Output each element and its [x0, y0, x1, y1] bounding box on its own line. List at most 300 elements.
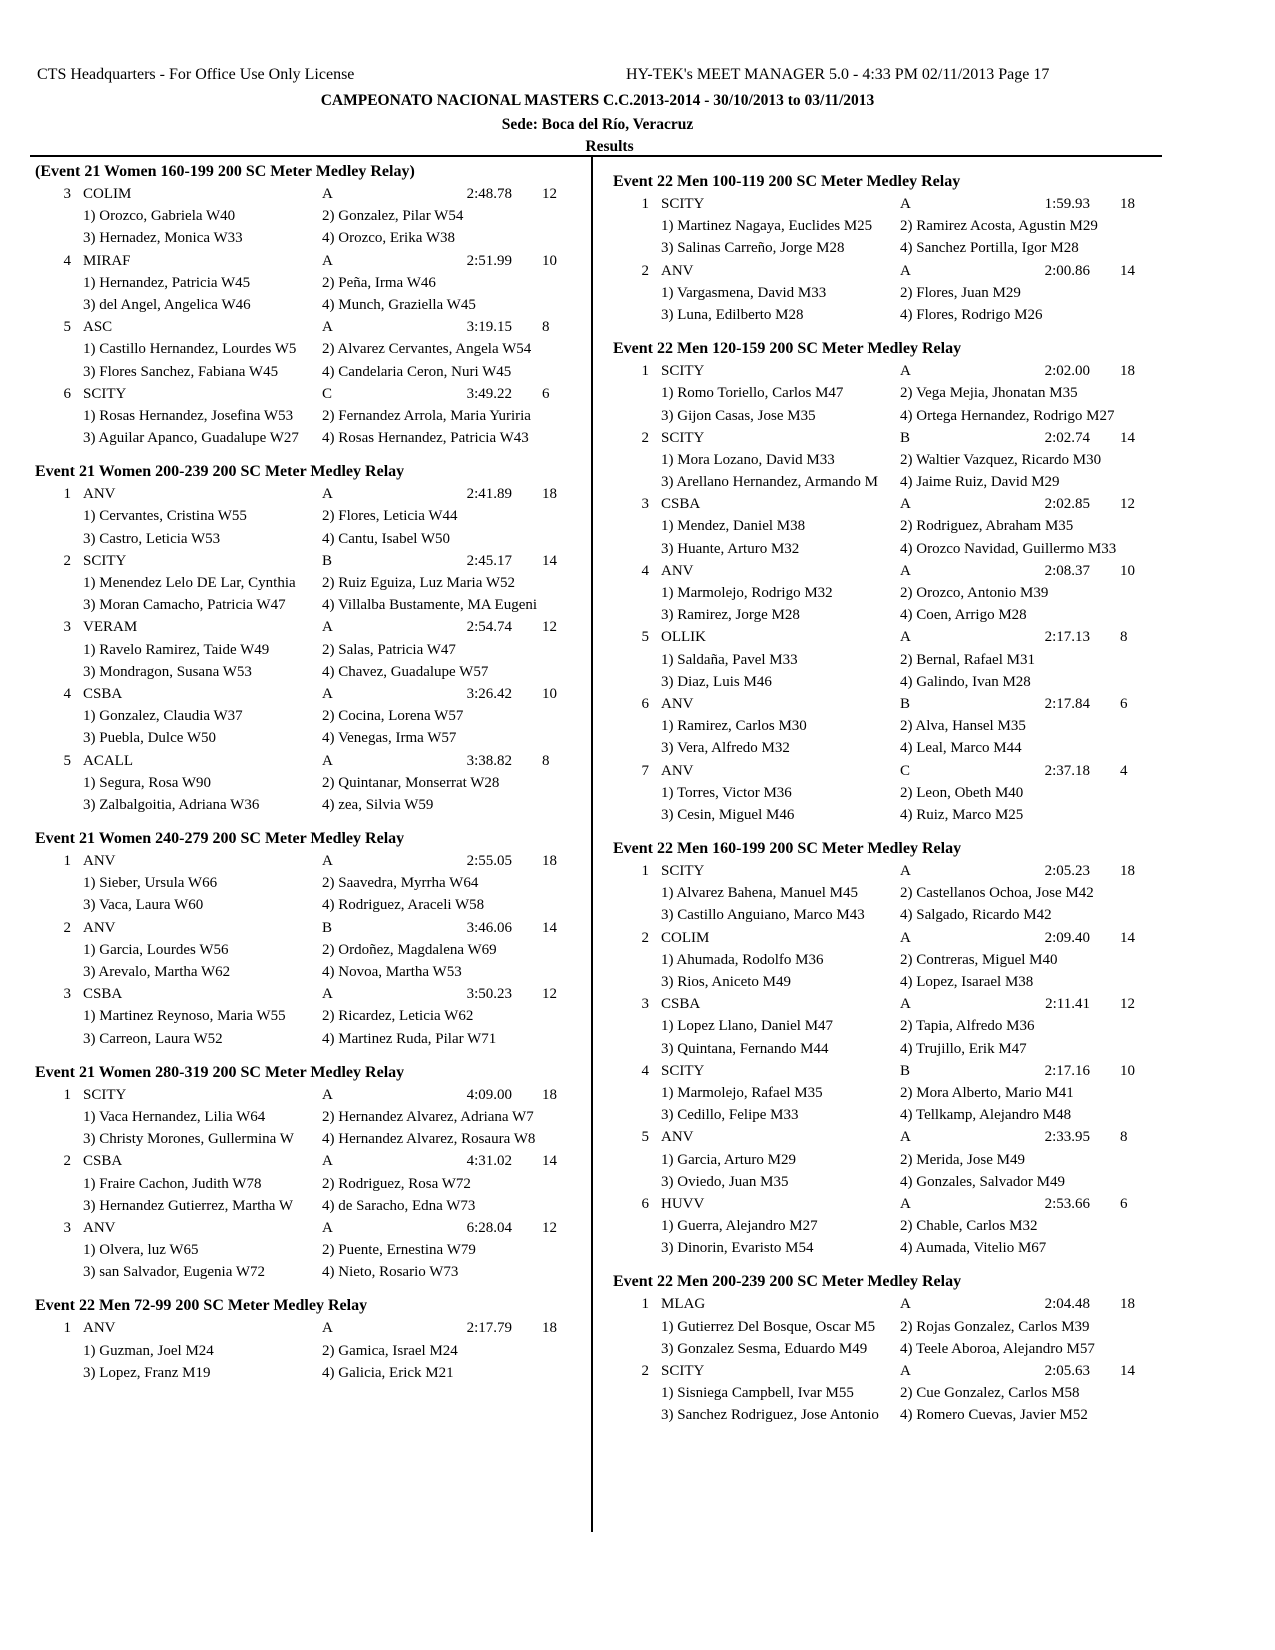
event-block	[613, 338, 1173, 826]
swimmer-row	[613, 904, 1173, 926]
team-name: MLAG	[661, 1296, 706, 1313]
points: 6	[1120, 1195, 1128, 1212]
swimmer-row	[35, 1362, 595, 1384]
points: 18	[1120, 863, 1135, 880]
points: 8	[542, 752, 550, 769]
swimmer-row	[35, 1261, 595, 1283]
result-row	[35, 1084, 595, 1106]
swimmer: 1) Romo Toriello, Carlos M47	[661, 385, 844, 402]
swimmer: 4) Villalba Bustamente, MA Eugeni	[322, 597, 538, 614]
relay-letter: A	[900, 629, 911, 646]
finals-time: 2:41.89	[466, 486, 512, 503]
team-name: SCITY	[661, 1062, 705, 1079]
relay-letter: A	[900, 496, 911, 513]
place: 2	[641, 1363, 649, 1379]
points: 18	[542, 486, 557, 503]
swimmer: 3) Puebla, Dulce W50	[83, 730, 217, 747]
finals-time: 2:04.48	[1044, 1296, 1090, 1313]
swimmer-row	[613, 671, 1173, 693]
relay-letter: A	[900, 562, 911, 579]
event-title: Event 22 Men 120-159 200 SC Meter Medley Relay	[613, 340, 962, 358]
result-row	[35, 550, 595, 572]
event-title: (Event 21 Women 160-199 200 SC Meter Medley Relay)	[35, 163, 415, 180]
place: 6	[641, 1195, 649, 1212]
relay-letter: A	[322, 853, 333, 870]
result-row	[613, 760, 1173, 782]
left-column	[35, 161, 595, 1384]
result-row	[613, 493, 1173, 515]
relay-letter: A	[900, 196, 911, 212]
team-name: SCITY	[661, 1363, 705, 1379]
relay-letter: A	[900, 1296, 911, 1313]
result-row	[35, 483, 595, 505]
result-row	[35, 750, 595, 772]
swimmer: 3) Christy Morones, Gullermina W	[83, 1131, 294, 1148]
swimmer: 3) Hernadez, Monica W33	[83, 230, 243, 247]
team-name: COLIM	[83, 186, 132, 202]
team-name: ANV	[661, 562, 694, 579]
swimmer-row	[35, 939, 595, 961]
swimmer: 2) Cue Gonzalez, Carlos M58	[900, 1385, 1080, 1402]
swimmer: 3) Lopez, Franz M19	[83, 1364, 211, 1381]
swimmer: 4) Cantu, Isabel W50	[322, 530, 451, 547]
place: 6	[63, 385, 71, 402]
swimmer-row	[613, 304, 1173, 326]
swimmer-row	[613, 604, 1173, 626]
swimmer: 4) Nieto, Rosario W73	[322, 1264, 459, 1281]
points: 10	[542, 685, 557, 702]
finals-time: 2:05.63	[1044, 1363, 1090, 1379]
swimmer: 4) Jaime Ruiz, David M29	[900, 474, 1060, 491]
finals-time: 2:37.18	[1044, 762, 1090, 779]
swimmer: 4) Venegas, Irma W57	[322, 730, 457, 747]
swimmer: 3) san Salvador, Eugenia W72	[83, 1264, 265, 1281]
swimmer: 3) Quintana, Fernando M44	[661, 1040, 829, 1057]
swimmer-row	[613, 949, 1173, 971]
swimmer: 2) Ruiz Eguiza, Luz Maria W52	[322, 575, 515, 591]
team-name: ASC	[83, 319, 113, 336]
swimmer-row	[613, 1338, 1173, 1360]
event-block	[35, 461, 595, 816]
finals-time: 2:17.84	[1044, 695, 1090, 712]
swimmer-row	[613, 1015, 1173, 1037]
swimmer: 4) Rodriguez, Araceli W58	[322, 897, 485, 914]
relay-letter: A	[900, 1129, 911, 1146]
result-row	[613, 1360, 1173, 1382]
swimmer: 2) Quintanar, Monserrat W28	[322, 774, 500, 791]
relay-letter: A	[900, 363, 911, 380]
points: 10	[542, 252, 557, 269]
finals-time: 6:28.04	[466, 1219, 512, 1236]
swimmer-row	[35, 794, 595, 816]
swimmer: 3) Carreon, Laura W52	[83, 1030, 223, 1047]
relay-letter: A	[322, 986, 333, 1003]
place: 1	[641, 1296, 649, 1313]
team-name: CSBA	[83, 685, 123, 702]
event-title: Event 22 Men 72-99 200 SC Meter Medley Relay	[35, 1297, 368, 1315]
swimmer-row	[613, 1404, 1173, 1426]
swimmer: 3) Flores Sanchez, Fabiana W45	[83, 363, 279, 380]
points: 14	[1120, 1363, 1135, 1379]
result-row	[613, 1126, 1173, 1148]
swimmer: 2) Peña, Irma W46	[322, 274, 436, 291]
result-row	[35, 250, 595, 272]
result-row	[35, 1317, 595, 1339]
finals-time: 3:38.82	[466, 752, 512, 769]
swimmer: 4) de Saracho, Edna W73	[322, 1197, 476, 1214]
swimmer: 3) Sanchez Rodriguez, Jose Antonio	[661, 1407, 879, 1424]
team-name: VERAM	[83, 619, 138, 636]
swimmer: 1) Torres, Victor M36	[661, 784, 792, 801]
team-name: ANV	[83, 1320, 116, 1337]
result-row	[613, 360, 1173, 382]
swimmer: 2) Cocina, Lorena W57	[322, 708, 464, 725]
swimmer: 3) Castro, Leticia W53	[83, 530, 221, 547]
relay-letter: A	[322, 252, 333, 269]
relay-letter: A	[322, 1153, 333, 1170]
swimmer: 3) Zalbalgoitia, Adriana W36	[83, 796, 260, 813]
event-title: Event 22 Men 100-119 200 SC Meter Medley Relay	[613, 173, 961, 190]
place: 5	[641, 629, 649, 646]
finals-time: 2:09.40	[1044, 929, 1090, 946]
points: 12	[1120, 496, 1135, 513]
swimmer-row	[35, 427, 595, 449]
swimmer: 1) Guerra, Alejandro M27	[661, 1218, 818, 1235]
swimmer: 3) Luna, Edilberto M28	[661, 306, 804, 323]
swimmer: 3) Vaca, Laura W60	[83, 897, 204, 914]
swimmer: 1) Vargasmena, David M33	[661, 284, 827, 301]
swimmer-row	[613, 215, 1173, 237]
swimmer: 2) Hernandez Alvarez, Adriana W7	[322, 1108, 534, 1125]
swimmer-row	[35, 594, 595, 616]
swimmer: 4) Aumada, Vitelio M67	[900, 1240, 1047, 1257]
swimmer: 2) Saavedra, Myrrha W64	[322, 875, 479, 892]
points: 8	[1120, 1129, 1128, 1146]
place: 3	[63, 619, 71, 636]
swimmer: 3) Cesin, Miguel M46	[661, 806, 795, 823]
swimmer: 4) Munch, Graziella W45	[322, 296, 476, 313]
swimmer: 3) Gijon Casas, Jose M35	[661, 407, 816, 424]
swimmer-row	[35, 961, 595, 983]
swimmer: 1) Marmolejo, Rafael M35	[661, 1084, 823, 1101]
event-block	[613, 1271, 1173, 1426]
place: 2	[641, 429, 649, 446]
swimmer: 2) Castellanos Ochoa, Jose M42	[900, 885, 1094, 902]
team-name: ANV	[661, 695, 694, 712]
result-row	[35, 183, 595, 205]
swimmer-row	[613, 538, 1173, 560]
points: 10	[1120, 1062, 1135, 1079]
team-name: CSBA	[83, 1153, 123, 1170]
finals-time: 3:19.15	[466, 319, 512, 336]
swimmer-row	[35, 639, 595, 661]
swimmer: 1) Segura, Rosa W90	[83, 774, 212, 791]
swimmer: 4) Flores, Rodrigo M26	[900, 306, 1043, 323]
swimmer-row	[35, 1340, 595, 1362]
swimmer-row	[613, 1316, 1173, 1338]
swimmer: 1) Garcia, Lourdes W56	[83, 941, 229, 958]
swimmer: 1) Castillo Hernandez, Lourdes W5	[83, 341, 297, 358]
meet-title: CAMPEONATO NACIONAL MASTERS C.C.2013-2014 - 30/10/2013 to 03/11/2013	[320, 92, 875, 109]
event-block	[35, 1062, 595, 1284]
place: 1	[63, 1086, 71, 1103]
team-name: ACALL	[83, 752, 133, 769]
swimmer: 3) Salinas Carreño, Jorge M28	[661, 240, 845, 257]
swimmer: 3) del Angel, Angelica W46	[83, 296, 251, 313]
result-row	[613, 193, 1173, 215]
relay-letter: A	[900, 1363, 911, 1379]
result-row	[613, 1193, 1173, 1215]
swimmer: 2) Contreras, Miguel M40	[900, 951, 1058, 968]
finals-time: 2:02.00	[1044, 363, 1090, 380]
swimmer: 2) Leon, Obeth M40	[900, 784, 1024, 801]
team-name: MIRAF	[83, 252, 131, 269]
relay-letter: A	[900, 996, 911, 1013]
swimmer: 2) Rojas Gonzalez, Carlos M39	[900, 1318, 1090, 1335]
place: 4	[641, 562, 649, 579]
swimmer-row	[613, 1104, 1173, 1126]
swimmer-row	[613, 282, 1173, 304]
place: 4	[63, 685, 71, 702]
result-row	[613, 693, 1173, 715]
swimmer: 2) Mora Alberto, Mario M41	[900, 1084, 1074, 1101]
swimmer: 3) Hernandez Gutierrez, Martha W	[83, 1197, 294, 1214]
swimmer: 3) Dinorin, Evaristo M54	[661, 1240, 814, 1257]
swimmer: 4) Martinez Ruda, Pilar W71	[322, 1030, 497, 1047]
points: 18	[1120, 1296, 1135, 1313]
points: 18	[542, 1320, 557, 1337]
swimmer: 2) Orozco, Antonio M39	[900, 585, 1049, 601]
swimmer: 2) Ordoñez, Magdalena W69	[322, 941, 497, 958]
swimmer: 1) Ravelo Ramirez, Taide W49	[83, 641, 270, 658]
place: 1	[63, 853, 71, 870]
place: 3	[63, 186, 71, 202]
relay-letter: B	[900, 1062, 911, 1079]
points: 12	[542, 1219, 557, 1236]
team-name: ANV	[661, 262, 694, 279]
swimmer-row	[613, 1237, 1173, 1259]
team-name: ANV	[83, 486, 116, 503]
swimmer: 4) Candelaria Ceron, Nuri W45	[322, 363, 512, 380]
finals-time: 2:00.86	[1044, 262, 1090, 279]
finals-time: 2:45.17	[466, 552, 512, 569]
swimmer-row	[613, 715, 1173, 737]
swimmer: 2) Ricardez, Leticia W62	[322, 1008, 474, 1025]
swimmer-row	[35, 1195, 595, 1217]
place: 2	[641, 262, 649, 279]
swimmer-row	[35, 872, 595, 894]
swimmer: 1) Cervantes, Cristina W55	[83, 508, 247, 525]
finals-time: 2:17.16	[1044, 1062, 1090, 1079]
place: 2	[63, 552, 71, 569]
place: 3	[641, 496, 649, 513]
relay-letter: A	[322, 1219, 333, 1236]
team-name: CSBA	[661, 496, 701, 513]
swimmer-row	[613, 237, 1173, 259]
swimmer: 3) Huante, Arturo M32	[661, 540, 800, 557]
finals-time: 1:59.93	[1044, 196, 1090, 212]
result-row	[613, 560, 1173, 582]
place: 2	[641, 929, 649, 946]
team-name: CSBA	[661, 996, 701, 1013]
swimmer: 1) Fraire Cachon, Judith W78	[83, 1175, 262, 1192]
relay-letter: A	[322, 1320, 333, 1337]
points: 14	[1120, 929, 1135, 946]
swimmer: 4) Romero Cuevas, Javier M52	[900, 1407, 1088, 1424]
result-row	[613, 1293, 1173, 1315]
swimmer: 2) Vega Mejia, Jhonatan M35	[900, 385, 1078, 402]
result-row	[613, 993, 1173, 1015]
team-name: HUVV	[661, 1195, 705, 1212]
team-name: OLLIK	[661, 629, 706, 646]
swimmer: 2) Tapia, Alfredo M36	[900, 1018, 1035, 1035]
swimmer-row	[35, 227, 595, 249]
finals-time: 2:33.95	[1044, 1129, 1090, 1146]
relay-letter: C	[322, 385, 333, 402]
swimmer: 4) Leal, Marco M44	[900, 740, 1022, 757]
swimmer: 1) Menendez Lelo DE Lar, Cynthia	[83, 575, 296, 591]
swimmer: 1) Alvarez Bahena, Manuel M45	[661, 885, 859, 902]
finals-time: 4:31.02	[466, 1153, 512, 1170]
points: 18	[1120, 196, 1135, 212]
swimmer: 4) Novoa, Martha W53	[322, 964, 462, 980]
swimmer-row	[35, 727, 595, 749]
team-name: SCITY	[661, 196, 705, 212]
team-name: SCITY	[83, 385, 127, 402]
relay-letter: B	[900, 429, 911, 446]
swimmer-row	[613, 1171, 1173, 1193]
finals-time: 2:17.13	[1044, 629, 1090, 646]
swimmer: 4) zea, Silvia W59	[322, 796, 434, 813]
swimmer: 2) Salas, Patricia W47	[322, 641, 456, 658]
swimmer-row	[35, 361, 595, 383]
swimmer-row	[613, 1038, 1173, 1060]
relay-letter: A	[322, 619, 333, 636]
event-block	[35, 1295, 595, 1384]
swimmer: 2) Flores, Juan M29	[900, 284, 1021, 301]
swimmer: 2) Gamica, Israel M24	[322, 1342, 458, 1359]
swimmer: 1) Marmolejo, Rodrigo M32	[661, 585, 833, 601]
event-title: Event 21 Women 240-279 200 SC Meter Medley Relay	[35, 830, 405, 848]
finals-time: 2:11.41	[1045, 996, 1090, 1013]
place: 2	[63, 919, 71, 936]
result-row	[35, 850, 595, 872]
swimmer-row	[613, 582, 1173, 604]
swimmer: 4) Gonzales, Salvador M49	[900, 1173, 1065, 1190]
points: 14	[542, 919, 557, 936]
section-title: Results	[585, 138, 634, 155]
place: 3	[641, 996, 649, 1013]
points: 18	[542, 1086, 557, 1103]
result-row	[35, 983, 595, 1005]
finals-time: 3:46.06	[466, 919, 512, 936]
result-row	[35, 316, 595, 338]
relay-letter: A	[322, 752, 333, 769]
place: 1	[63, 486, 71, 503]
place: 7	[641, 762, 649, 779]
place: 1	[641, 196, 649, 212]
swimmer-row	[35, 272, 595, 294]
swimmer: 3) Vera, Alfredo M32	[661, 740, 790, 757]
finals-time: 2:48.78	[466, 186, 512, 202]
team-name: COLIM	[661, 929, 710, 946]
swimmer: 1) Martinez Nagaya, Euclides M25	[661, 218, 873, 235]
relay-letter: A	[900, 1195, 911, 1212]
swimmer-row	[35, 1239, 595, 1261]
swimmer: 1) Mendez, Daniel M38	[661, 518, 806, 535]
swimmer: 2) Ramirez Acosta, Agustin M29	[900, 218, 1098, 235]
swimmer-row	[35, 572, 595, 594]
swimmer-row	[613, 804, 1173, 826]
team-name: ANV	[83, 853, 116, 870]
swimmer: 4) Trujillo, Erik M47	[900, 1040, 1027, 1057]
swimmer-row	[613, 1082, 1173, 1104]
swimmer: 4) Chavez, Guadalupe W57	[322, 663, 489, 680]
result-row	[35, 917, 595, 939]
swimmer: 3) Oviedo, Juan M35	[661, 1173, 789, 1190]
swimmer-row	[613, 1215, 1173, 1237]
swimmer-row	[35, 894, 595, 916]
swimmer: 3) Diaz, Luis M46	[661, 673, 772, 690]
relay-letter: A	[322, 685, 333, 702]
event-title: Event 22 Men 200-239 200 SC Meter Medley Relay	[613, 1273, 962, 1291]
result-row	[613, 1060, 1173, 1082]
swimmer: 3) Moran Camacho, Patricia W47	[83, 597, 286, 614]
finals-time: 2:02.85	[1044, 496, 1090, 513]
swimmer: 3) Ramirez, Jorge M28	[661, 607, 800, 624]
swimmer: 4) Teele Aboroa, Alejandro M57	[900, 1340, 1095, 1357]
event-title: Event 22 Men 160-199 200 SC Meter Medley Relay	[613, 840, 962, 858]
result-row	[35, 616, 595, 638]
swimmer: 4) Tellkamp, Alejandro M48	[900, 1107, 1072, 1124]
points: 14	[1120, 262, 1135, 279]
swimmer: 3) Cedillo, Felipe M33	[661, 1107, 799, 1124]
swimmer: 1) Rosas Hernandez, Josefina W53	[83, 407, 294, 424]
swimmer: 1) Gonzalez, Claudia W37	[83, 708, 243, 725]
swimmer: 1) Garcia, Arturo M29	[661, 1151, 796, 1168]
finals-time: 4:09.00	[466, 1086, 512, 1103]
points: 8	[542, 319, 550, 336]
right-column	[613, 171, 1173, 1427]
swimmer-row	[35, 1128, 595, 1150]
swimmer: 1) Ahumada, Rodolfo M36	[661, 951, 824, 968]
swimmer: 2) Flores, Leticia W44	[322, 508, 458, 525]
swimmer: 2) Puente, Ernestina W79	[322, 1242, 476, 1259]
result-row	[613, 427, 1173, 449]
relay-letter: A	[900, 929, 911, 946]
points: 14	[542, 552, 557, 569]
place: 1	[641, 863, 649, 880]
points: 6	[542, 385, 550, 402]
swimmer-row	[613, 1382, 1173, 1404]
swimmer: 4) Coen, Arrigo M28	[900, 607, 1027, 624]
swimmer: 1) Saldaña, Pavel M33	[661, 651, 798, 668]
swimmer: 1) Olvera, luz W65	[83, 1242, 199, 1259]
points: 18	[542, 853, 557, 870]
event-block	[35, 161, 595, 449]
points: 10	[1120, 562, 1135, 579]
team-name: SCITY	[83, 552, 127, 569]
swimmer: 1) Martinez Reynoso, Maria W55	[83, 1008, 286, 1025]
swimmer: 2) Rodriguez, Rosa W72	[322, 1175, 471, 1192]
place: 5	[63, 752, 71, 769]
relay-letter: B	[900, 695, 911, 712]
swimmer-row	[613, 382, 1173, 404]
team-name: SCITY	[661, 429, 705, 446]
swimmer-row	[35, 705, 595, 727]
swimmer: 3) Gonzalez Sesma, Eduardo M49	[661, 1340, 868, 1357]
finals-time: 2:51.99	[466, 252, 512, 269]
